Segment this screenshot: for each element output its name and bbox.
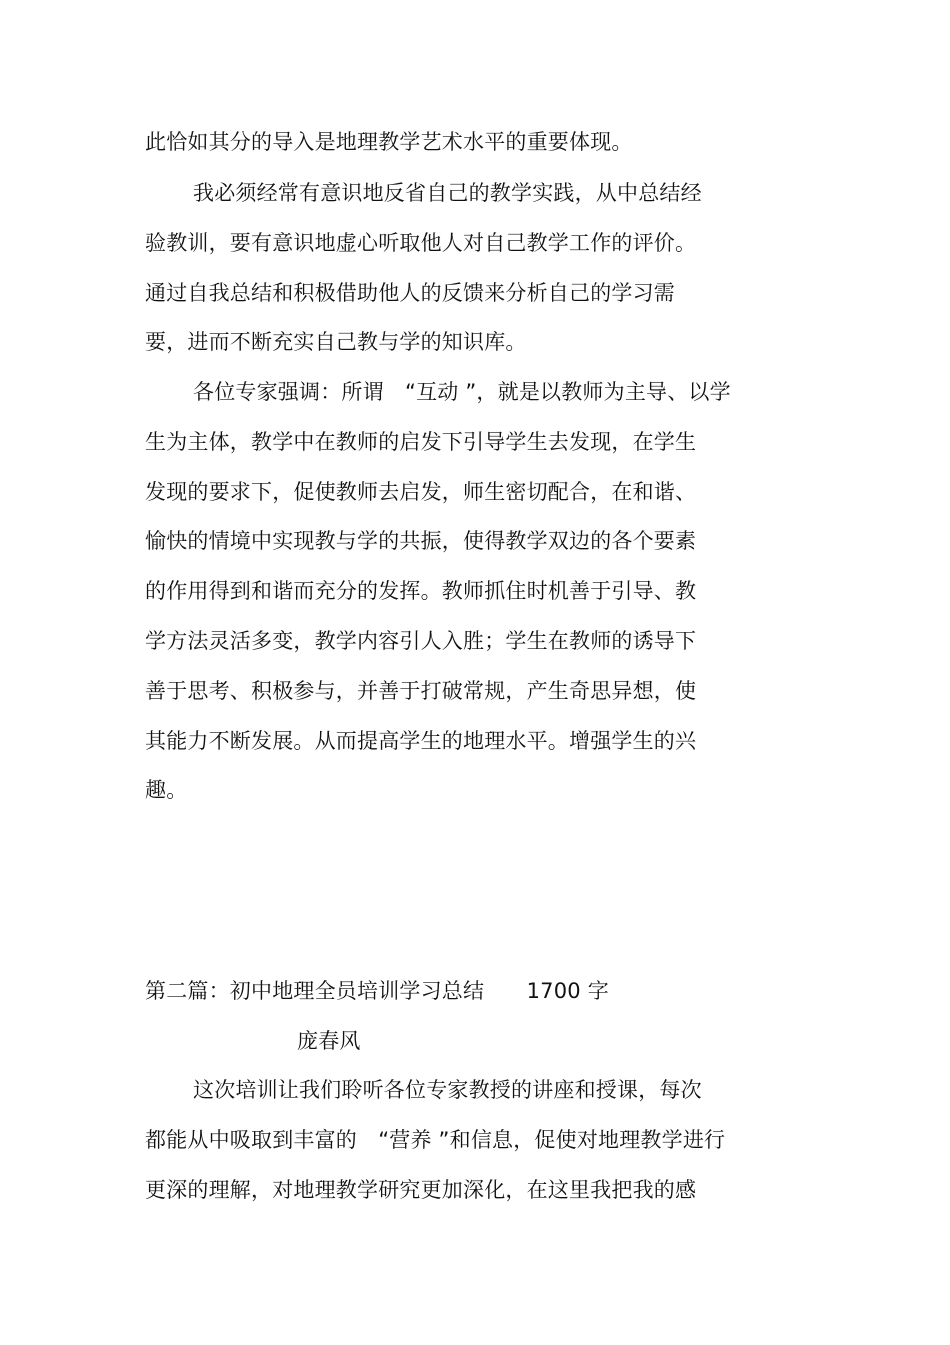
paragraph-line: 善于思考、积极参与，并善于打破常规，产生奇思异想，使 (145, 679, 697, 703)
author-name: 庞春风 (297, 1029, 361, 1053)
paragraph-line: 要，进而不断充实自己教与学的知识库。 (145, 330, 527, 354)
paragraph-line: 发现的要求下，促使教师去启发，师生密切配合，在和谐、 (145, 480, 697, 504)
paragraph-line: 其能力不断发展。从而提高学生的地理水平。增强学生的兴 (145, 729, 697, 753)
paragraph-line: 此恰如其分的导入是地理教学艺术水平的重要体现。 (145, 130, 633, 154)
paragraph-line: 生为主体，教学中在教师的启发下引导学生去发现，在学生 (145, 430, 697, 454)
paragraph-line: 各位专家强调：所谓 “互动 ”，就是以教师为主导、以学 (193, 380, 731, 404)
paragraph-line: 这次培训让我们聆听各位专家教授的讲座和授课，每次 (193, 1078, 702, 1102)
paragraph-line: 学方法灵活多变，教学内容引人入胜；学生在教师的诱导下 (145, 629, 697, 653)
paragraph-line: 都能从中吸取到丰富的 “营养 ”和信息，促使对地理教学进行 (145, 1128, 726, 1152)
paragraph-line: 愉快的情境中实现教与学的共振，使得教学双边的各个要素 (145, 529, 697, 553)
paragraph-line: 验教训，要有意识地虚心听取他人对自己教学工作的评价。 (145, 231, 697, 255)
section-title: 第二篇：初中地理全员培训学习总结 1700 字 (145, 979, 609, 1003)
paragraph-line: 更深的理解，对地理教学研究更加深化，在这里我把我的感 (145, 1178, 697, 1202)
paragraph-line: 趣。 (145, 778, 188, 802)
paragraph-line: 我必须经常有意识地反省自己的教学实践，从中总结经 (193, 181, 702, 205)
paragraph-line: 通过自我总结和积极借助他人的反馈来分析自己的学习需 (145, 281, 675, 305)
paragraph-line: 的作用得到和谐而充分的发挥。教师抓住时机善于引导、教 (145, 579, 697, 603)
